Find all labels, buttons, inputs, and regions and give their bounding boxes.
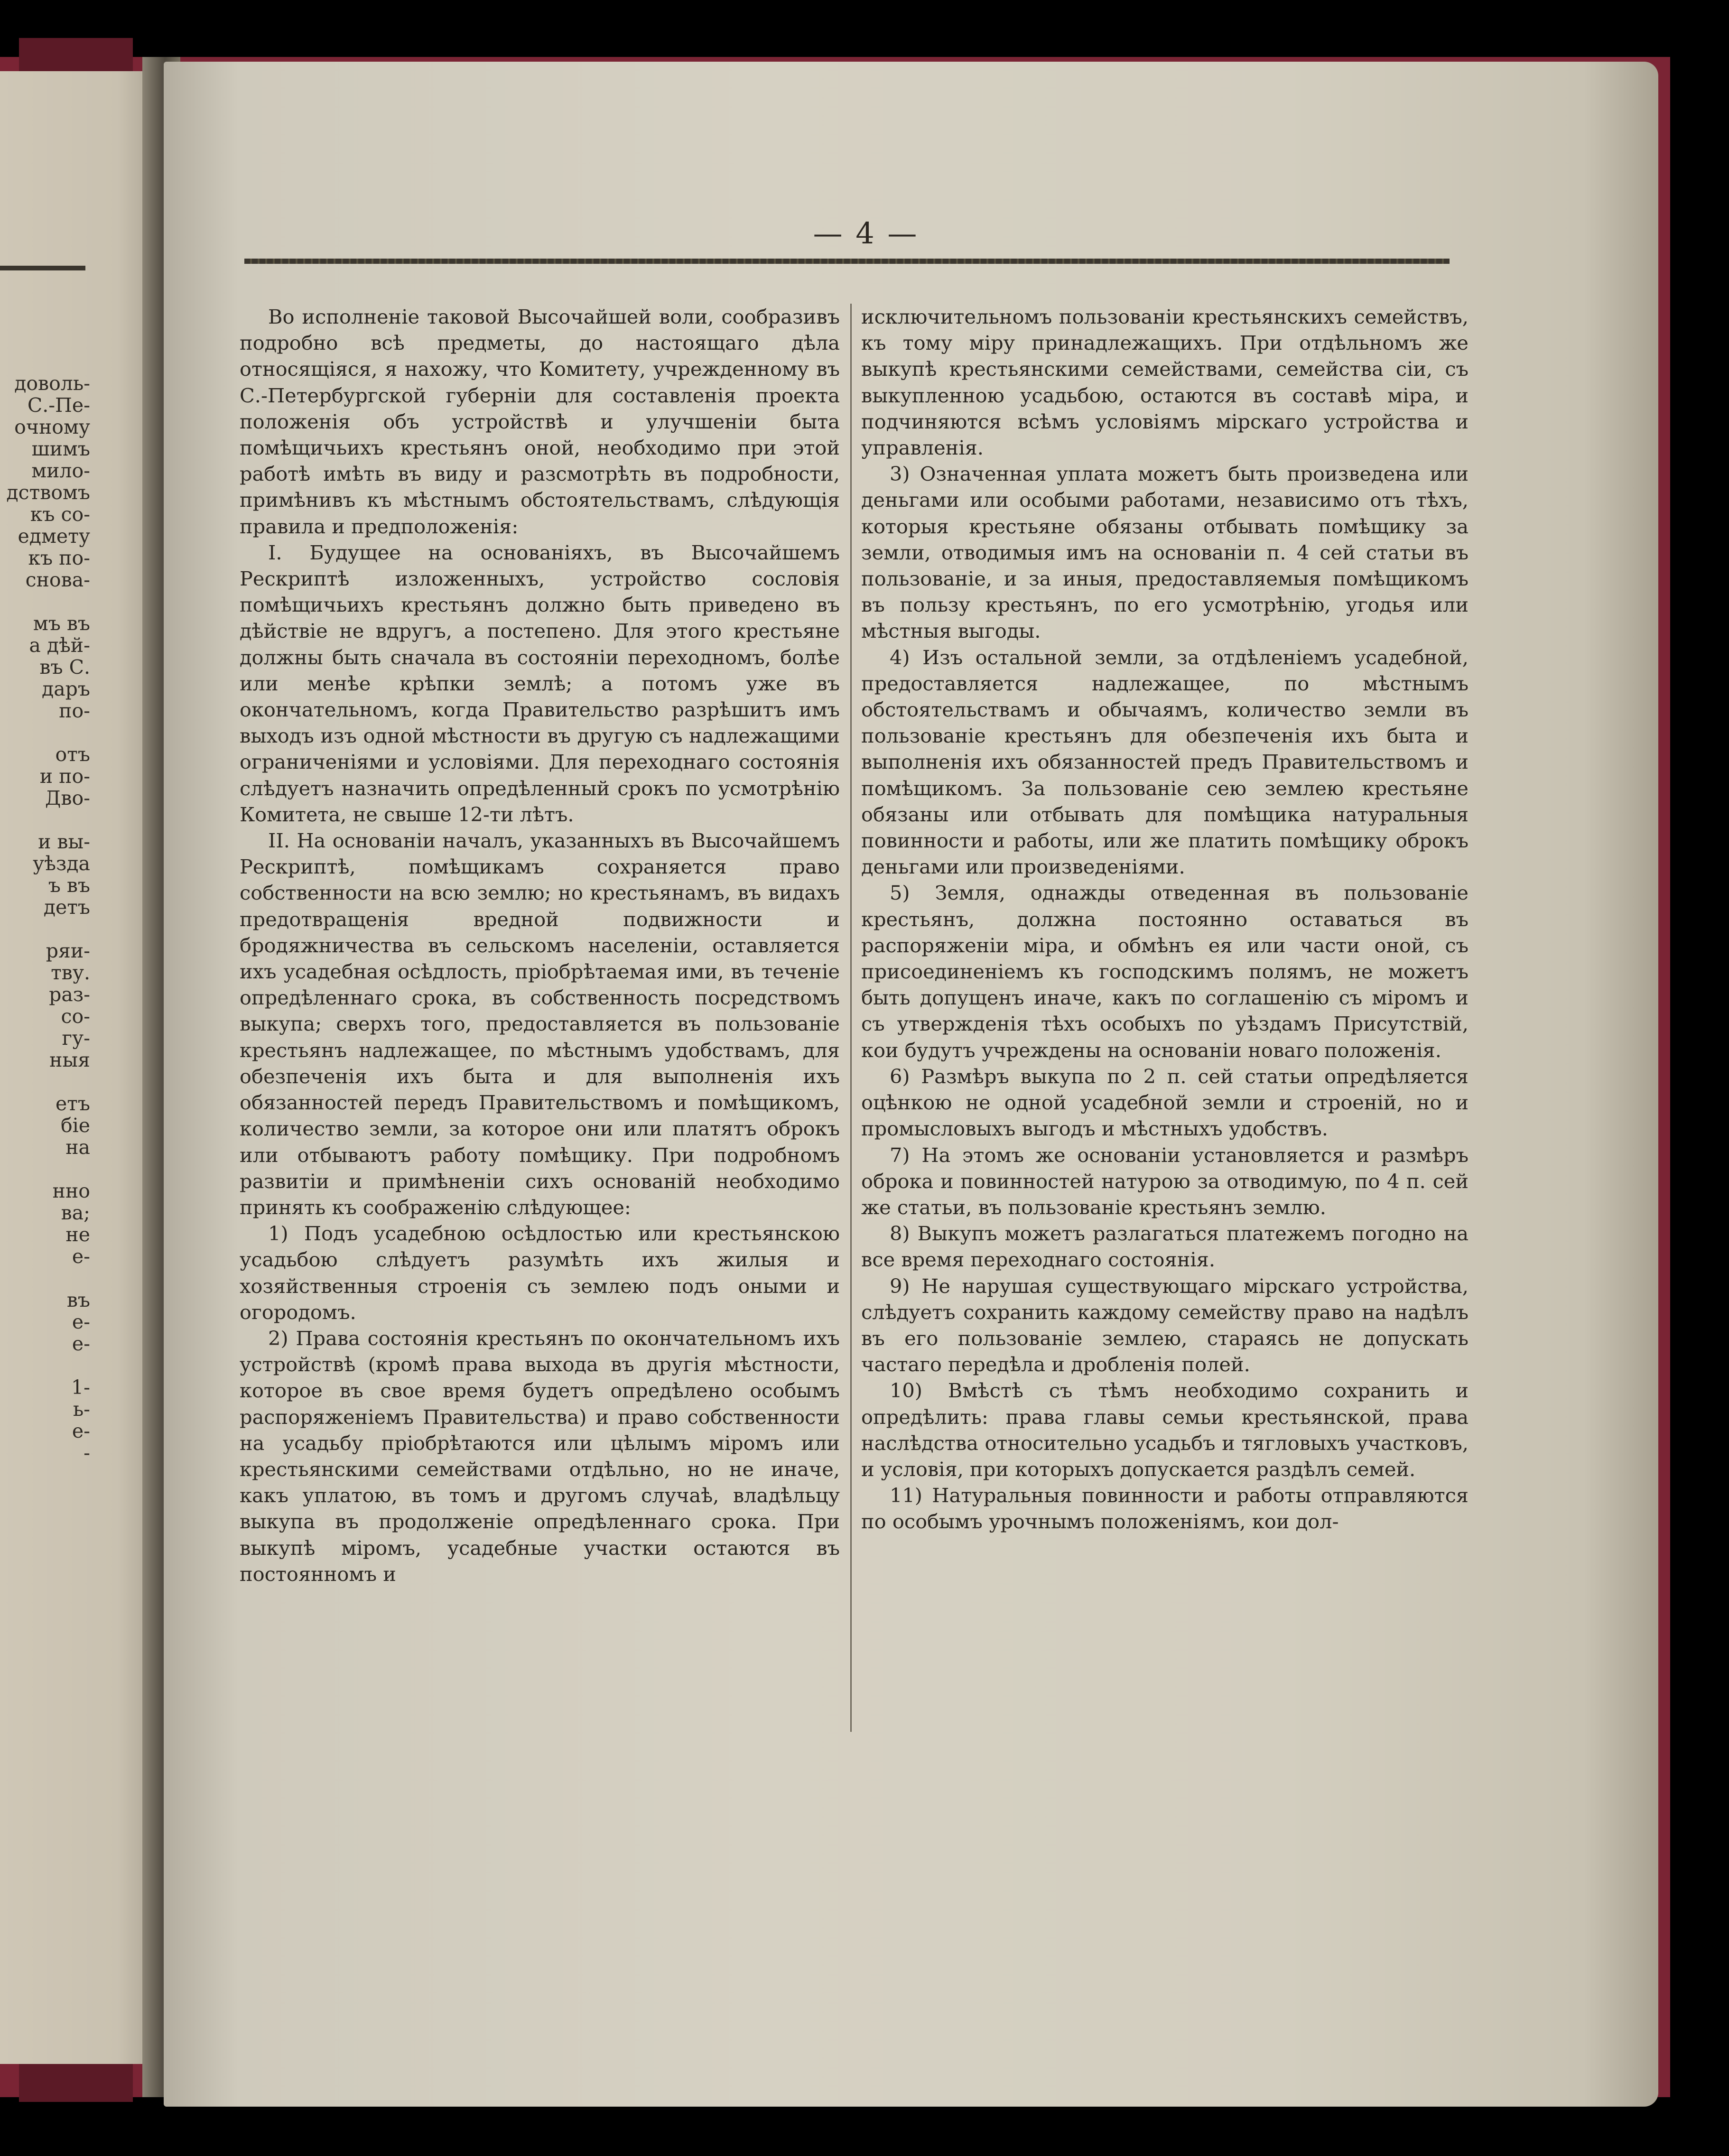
left-page-fragment: ь- [73,1398,90,1421]
left-page-fragment: снова- [25,568,90,591]
left-page-fragment: шимъ [31,437,90,460]
left-page-fragment: е- [72,1420,90,1442]
paragraph: 2) Права состоянія крестьянъ по окончательномъ ихъ устройствѣ (кромѣ права выхода въ другія мѣстности, которое въ свое время будетъ опредѣлено особымъ распоряженіемъ Правительства) и право собственности на усадьбу пріобрѣтаются или цѣлымъ міромъ или крестьянскими семействами отдѣльно, но не иначе, какъ уплатою, въ томъ и другомъ случаѣ, владѣльцу выкупа въ продолженіе опредѣленнаго срока. При выкупѣ міромъ, усадебные участки остаются въ постоянномъ и [240,1326,840,1586]
paragraph: 5) Земля, однажды отведенная въ пользованіе крестьянъ, должна постоянно оставаться въ распоряженіи міра, и обмѣнъ ея или части оной, съ присоединеніемъ къ господскимъ полямъ, не можетъ быть допущенъ иначе, какъ по соглашенію съ міромъ и съ утвержденія тѣхъ особыхъ по уѣздамъ Присутствій, кои будутъ учреждены на основаніи новаго положенія. [861,881,1469,1062]
left-page-header-rule [0,266,85,270]
left-page-fragment: дствомъ [6,481,90,504]
left-page-fragment: ряи- [46,939,90,962]
left-page-fragment: раз- [49,983,90,1006]
left-page-fragment: со- [61,1005,90,1028]
left-page-fragment: а дѣй- [29,634,90,657]
paragraph: 1) Подъ усадебною осѣдлостью или крестьянскою усадьбою слѣдуетъ разумѣть ихъ жилыя и хозяйственныя строенія съ землею подъ оными и огородомъ. [240,1222,840,1324]
left-page-fragment: въ [66,1289,90,1311]
left-page-fragment: е- [72,1245,90,1268]
paragraph: 8) Выкупъ можетъ разлагаться платежемъ погодно на все время переходнаго состоянія. [861,1222,1469,1272]
header-rule [244,259,1450,264]
paragraph: исключительномъ пользованіи крестьянскихъ семействъ, къ тому міру принадлежащихъ. При отдѣльномъ же выкупѣ крестьянскими семействами, семейства сіи, съ выкупленною усадьбою, остаются въ составѣ міра, и подчиняются всѣмъ условіямъ мірскаго устройства и управленія. [861,305,1469,460]
left-page-fragment: 1- [71,1376,90,1399]
left-page-fragment: къ по- [28,547,90,569]
left-page-fragment: къ со- [30,503,90,526]
left-page-fragment: Дво- [45,787,90,809]
left-page-fragment: и по- [39,765,90,788]
left-page-fragment: на [65,1136,90,1159]
left-page-fragment: и вы- [38,830,90,853]
paragraph: 6) Размѣръ выкупа по 2 п. сей статьи опредѣляется оцѣнкою не одной усадебной земли и строеній, но и промысловыхъ выгодъ и мѣстныхъ удобствъ. [861,1064,1469,1141]
left-page-fragment: уѣзда [33,852,90,875]
paragraph: 3) Означенная уплата можетъ быть произведена или деньгами или особыми работами, независимо отъ тѣхъ, которыя крестьяне обязаны отбывать помѣщику за земли, отводимыя имъ на основаніи п. 4 сей статьи въ пользованіе, и за иныя, предоставляемыя помѣщикомъ въ пользу крестьянъ, по его усмотрѣнію, угодья или мѣстныя выгоды. [861,462,1469,643]
paragraph: 11) Натуральныя повинности и работы отправляются по особымъ урочнымъ положеніямъ, кои дол- [861,1484,1469,1533]
paragraph: Во исполненіе таковой Высочайшей воли, сообразивъ подробно всѣ предметы, до настоящаго дѣла относящіяся, я нахожу, что Комитету, учрежденному въ С.-Петербургской губерніи для составленія проекта положенія объ устройствѣ и улучшеніи быта помѣщичьихъ крестьянъ оной, необходимо при этой работѣ имѣть въ виду и разсмотрѣть въ подробности, примѣнивъ къ мѣстнымъ обстоятельствамъ, слѣдующія правила и предположенія: [240,305,840,538]
left-page-fragment: ъ въ [48,874,90,897]
paragraph: II. На основаніи началъ, указанныхъ въ Высочайшемъ Рескриптѣ, помѣщикамъ сохраняется право собственности на всю землю; но крестьянамъ, въ видахъ предотвращенія вредной подвижности и бродяжничества въ сельскомъ населеніи, оставляется ихъ усадебная осѣдлость, пріобрѣтаемая ими, въ теченіе опредѣленнаго срока, въ собственность посредствомъ выкупа; сверхъ того, предоставляется въ пользованіе крестьянъ надлежащее, по мѣстнымъ удобствамъ, для обезпеченія ихъ быта и для выполненія ихъ обязанностей передъ Правительствомъ и помѣщикомъ, количество земли, за которое они или платятъ оброкъ или отбываютъ работу помѣщику. При подробномъ развитіи и примѣненіи сихъ основаній необходимо принять къ соображенію слѣдующее: [240,829,840,1219]
paragraph: 7) На этомъ же основаніи установляется и размѣръ оброка и повинностей натурою за отводимую, по 4 п. сей же статьи, въ пользованіе крестьянъ землю. [861,1143,1469,1219]
left-page-fragment: мило- [31,459,90,482]
left-page-fragment: е- [72,1310,90,1333]
left-page-fragment: С.-Пе- [27,394,90,417]
column-divider [850,304,852,1732]
left-page-fragment: едмету [18,525,90,548]
paragraph: 10) Вмѣстѣ съ тѣмъ необходимо сохранить и опредѣлить: права главы семьи крестьянской, права наслѣдства относительно усадьбъ и тягловыхъ участковъ, и условія, при которыхъ допускается раздѣлъ семей. [861,1379,1469,1481]
left-text-column [240,304,840,1587]
paragraph: I. Будущее на основаніяхъ, въ Высочайшемъ Рескриптѣ изложенныхъ, устройство сословія помѣщичьихъ крестьянъ должно быть приведено въ дѣйствіе не вдругъ, а постепено. Для этого крестьяне должны быть сначала въ состояніи переходномъ, болѣе или менѣе крѣпки землѣ; а потомъ уже въ окончательномъ, когда Правительство разрѣшитъ имъ выходъ изъ одной мѣстности въ другую съ надлежащими ограниченіями и условіями. Для переходнаго состоянія слѣдуетъ назначить опредѣленный срокъ по усмотрѣнію Комитета, не свыше 12-ти лѣтъ. [240,540,840,826]
left-page-fragment: мъ въ [33,612,90,635]
left-page-fragment: ныя [49,1049,90,1071]
page-number: — 4 — [813,216,919,251]
left-page-fragment: бiе [60,1114,90,1137]
left-page-fragment: етъ [55,1092,90,1115]
left-page-fragment: гу- [62,1027,90,1050]
left-page-fragment: нно [52,1180,90,1202]
right-text-column [861,304,1469,1535]
left-page-fragment: детъ [43,896,90,919]
paragraph: 9) Не нарушая существующаго мірскаго устройства, слѣдуетъ сохранить каждому семейству право на надѣлъ въ его пользованіе землею, стараясь не допускать частаго передѣла и дробленія полей. [861,1274,1469,1376]
left-page-fragment: очному [14,416,90,438]
paragraph: 4) Изъ остальной земли, за отдѣленіемъ усадебной, предоставляется надлежащее, по мѣстнымъ обстоятельствамъ и обычаямъ, количество земли въ пользованіе крестьянъ для обезпеченія ихъ быта и выполненія ихъ обязанностей предъ Правительствомъ и помѣщикомъ. За пользованіе сею землею крестьяне обязаны или отбывать для помѣщика натуральныя повинности и работы, или же платить помѣщику оброкъ деньгами или произведеніями. [861,645,1469,879]
left-page-fragment: - [84,1441,90,1464]
left-page-fragment: по- [59,699,90,722]
left-page-fragment: доволь- [14,372,90,395]
left-page-fragment: тву. [51,961,90,984]
left-page-fragment: е- [72,1332,90,1355]
left-page-fragment: ва; [61,1201,90,1224]
left-page-fragment: не [65,1223,90,1246]
left-page-fragment: въ С. [39,656,90,678]
left-page-fragment: даръ [41,678,90,700]
left-page-fragment: отъ [55,743,90,766]
